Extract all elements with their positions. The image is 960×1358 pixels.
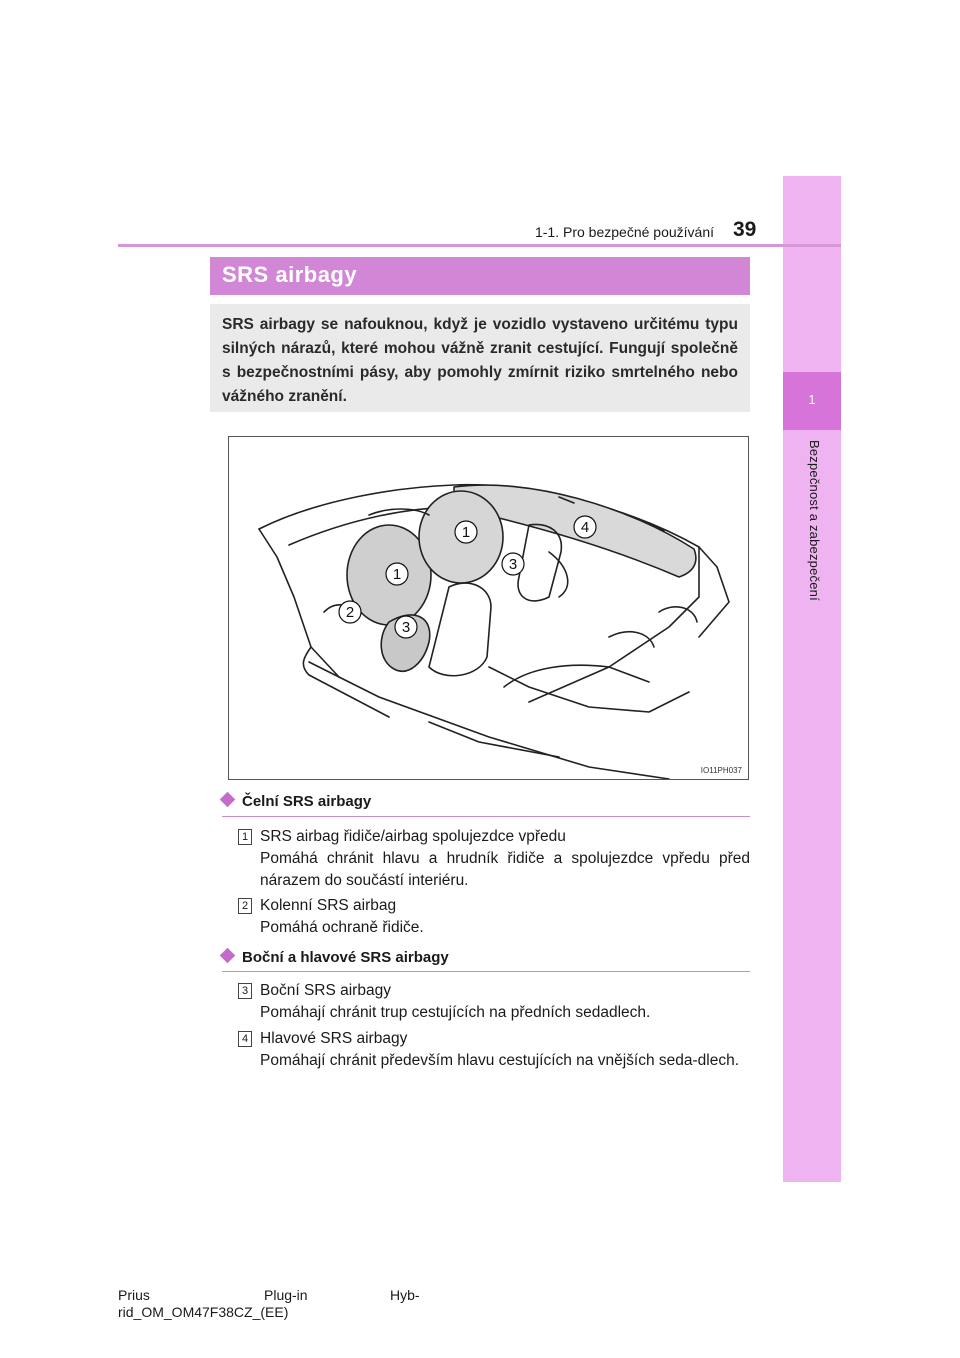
list-item	[238, 1028, 750, 1072]
title-bar	[210, 257, 750, 295]
callout-label-3a: 3	[508, 556, 518, 573]
item-title: Boční SRS airbagy	[260, 982, 391, 999]
callout-label-1b: 1	[392, 566, 402, 583]
item-number: 3	[238, 983, 252, 999]
item-description: Pomáhají chránit především hlavu cestujících na vnějších seda-dlech.	[260, 1052, 740, 1069]
airbag-diagram	[229, 437, 748, 779]
footer-model: Prius	[118, 1287, 150, 1303]
heading-text: Čelní SRS airbagy	[242, 793, 372, 810]
page-title: SRS airbagy	[222, 262, 358, 287]
heading-divider	[222, 971, 750, 972]
page-number: 39	[733, 218, 757, 241]
diamond-icon	[220, 792, 236, 808]
diamond-icon	[220, 948, 236, 964]
heading-side-curtain-airbags	[222, 949, 449, 966]
figure-code: IO11PH037	[700, 766, 742, 775]
list-item	[238, 980, 750, 1024]
footer-hyb: Hyb-	[390, 1287, 420, 1303]
item-description: Pomáhají chránit trup cestujících na předních sedadlech.	[260, 1004, 651, 1021]
callout-label-2: 2	[345, 604, 355, 621]
heading-divider	[222, 816, 750, 817]
callout-label-3b: 3	[401, 619, 411, 636]
heading-text: Boční a hlavové SRS airbagy	[242, 949, 449, 966]
callout-label-4: 4	[580, 519, 590, 536]
chapter-number: 1	[808, 392, 816, 407]
item-description: Pomáhá chránit hlavu a hrudník řidiče a spolujezdce vpředu před nárazem do součástí interiéru.	[260, 850, 750, 889]
section-title: 1-1. Pro bezpečné používání	[534, 224, 714, 240]
heading-front-airbags	[222, 793, 371, 810]
callout-label-1a: 1	[461, 524, 471, 541]
list-item	[238, 826, 750, 892]
list-item	[238, 895, 750, 939]
item-title: Kolenní SRS airbag	[260, 897, 397, 914]
a-pillar	[259, 529, 339, 677]
item-number: 2	[238, 898, 252, 914]
header-divider	[118, 244, 841, 247]
item-title: Hlavové SRS airbagy	[260, 1030, 408, 1047]
footer	[118, 1287, 420, 1321]
chapter-label: Bezpečnost a zabezpečení	[807, 440, 822, 601]
intro-box	[210, 304, 750, 412]
item-description: Pomáhá ochraně řidiče.	[260, 919, 424, 936]
item-number: 4	[238, 1031, 252, 1047]
footer-code: rid_OM_OM47F38CZ_(EE)	[118, 1304, 289, 1320]
item-number: 1	[238, 829, 252, 845]
item-title: SRS airbag řidiče/airbag spolujezdce vpředu	[260, 828, 566, 845]
footer-variant: Plug-in	[264, 1287, 308, 1303]
airbag-illustration	[228, 436, 749, 780]
intro-text: SRS airbagy se nafouknou, když je vozidlo vystaveno určitému typu silných nárazů, které mohou vážně zranit cestující. Fungují společně s bezpečnostními pásy, aby pomohly zmírnit riziko smrtelného nebo vážného zranění.	[222, 316, 738, 405]
